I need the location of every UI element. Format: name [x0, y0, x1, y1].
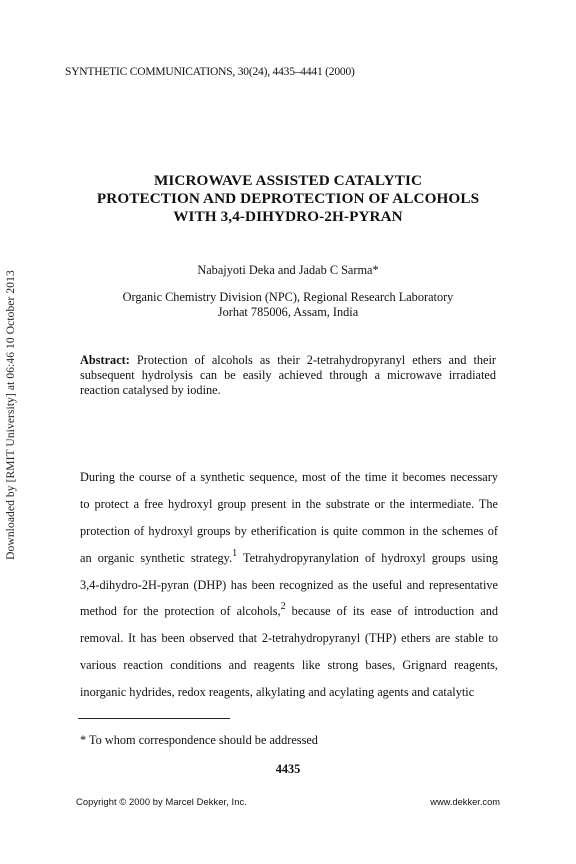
page-number: 4435: [275, 762, 301, 776]
title-line: MICROWAVE ASSISTED CATALYTIC: [153, 172, 423, 189]
body-text: [80, 470, 498, 712]
citation-ref: 1: [232, 547, 238, 559]
abstract: [80, 353, 496, 398]
body-line-text: 3,4-dihydro-2H-pyran (DHP) has been recognized as the useful and representative: [80, 577, 498, 592]
publisher-website: www.dekker.com: [430, 797, 500, 807]
body-line: [80, 658, 498, 685]
paper-title: [60, 172, 516, 226]
body-line: [80, 547, 498, 578]
footnote: * To whom correspondence should be addressed: [80, 733, 318, 747]
body-line-text: Tetrahydropyranylation of hydroxyl groups using: [237, 550, 498, 565]
body-line: [80, 578, 498, 605]
citation-ref: 2: [280, 601, 286, 613]
body-line-text: method for the protection of alcohols,: [80, 604, 281, 619]
download-stamp-text: Downloaded by [RMIT University] at 06:46 10 October 2013: [5, 270, 17, 560]
copyright-notice: Copyright © 2000 by Marcel Dekker, Inc.: [76, 797, 247, 807]
title-line: WITH 3,4-DIHYDRO-2H-PYRAN: [173, 208, 403, 225]
affiliation-line: Jorhat 785006, Assam, India: [217, 305, 359, 319]
abstract-text: Protection of alcohols as their 2-tetrahydropyranyl ethers and their subsequent hydrolysis can be easily achieved through a microwave irradiated reaction catalysed by iodine.: [80, 353, 496, 397]
title-line: PROTECTION AND DEPROTECTION OF ALCOHOLS: [96, 190, 480, 207]
affiliation-line: Organic Chemistry Division (NPC), Regional Research Laboratory: [122, 290, 454, 304]
body-line: [80, 685, 498, 712]
journal-citation: SYNTHETIC COMMUNICATIONS, 30(24), 4435–4441 (2000): [65, 66, 355, 78]
body-line-text: to protect a free hydroxyl group present in the substrate or the intermediate. The: [80, 496, 498, 511]
body-line: [80, 470, 498, 497]
body-line: [80, 524, 498, 551]
abstract-label: Abstract:: [80, 353, 130, 367]
body-line-text: various reaction conditions and reagents like strong bases, Grignard reagents,: [80, 658, 498, 673]
body-line: [80, 601, 498, 631]
body-line-text: protection of hydroxyl groups by etherification is quite common in the schemes of: [80, 523, 498, 538]
body-line: [80, 497, 498, 524]
footnote-divider: [78, 718, 230, 719]
affiliation: [60, 290, 516, 320]
author-list: Nabajyoti Deka and Jadab C Sarma*: [197, 263, 379, 277]
body-line-text: inorganic hydrides, redox reagents, alkylating and acylating agents and catalytic: [80, 685, 475, 700]
body-line-text: removal. It has been observed that 2-tetrahydropyranyl (THP) ethers are stable to: [80, 631, 498, 646]
body-line-text: because of its ease of introduction and: [285, 604, 498, 619]
body-line-text: During the course of a synthetic sequence, most of the time it becomes necessary: [80, 470, 498, 484]
body-line: [80, 631, 498, 658]
body-line-text: an organic synthetic strategy.: [80, 550, 233, 565]
download-stamp: [2, 230, 20, 600]
